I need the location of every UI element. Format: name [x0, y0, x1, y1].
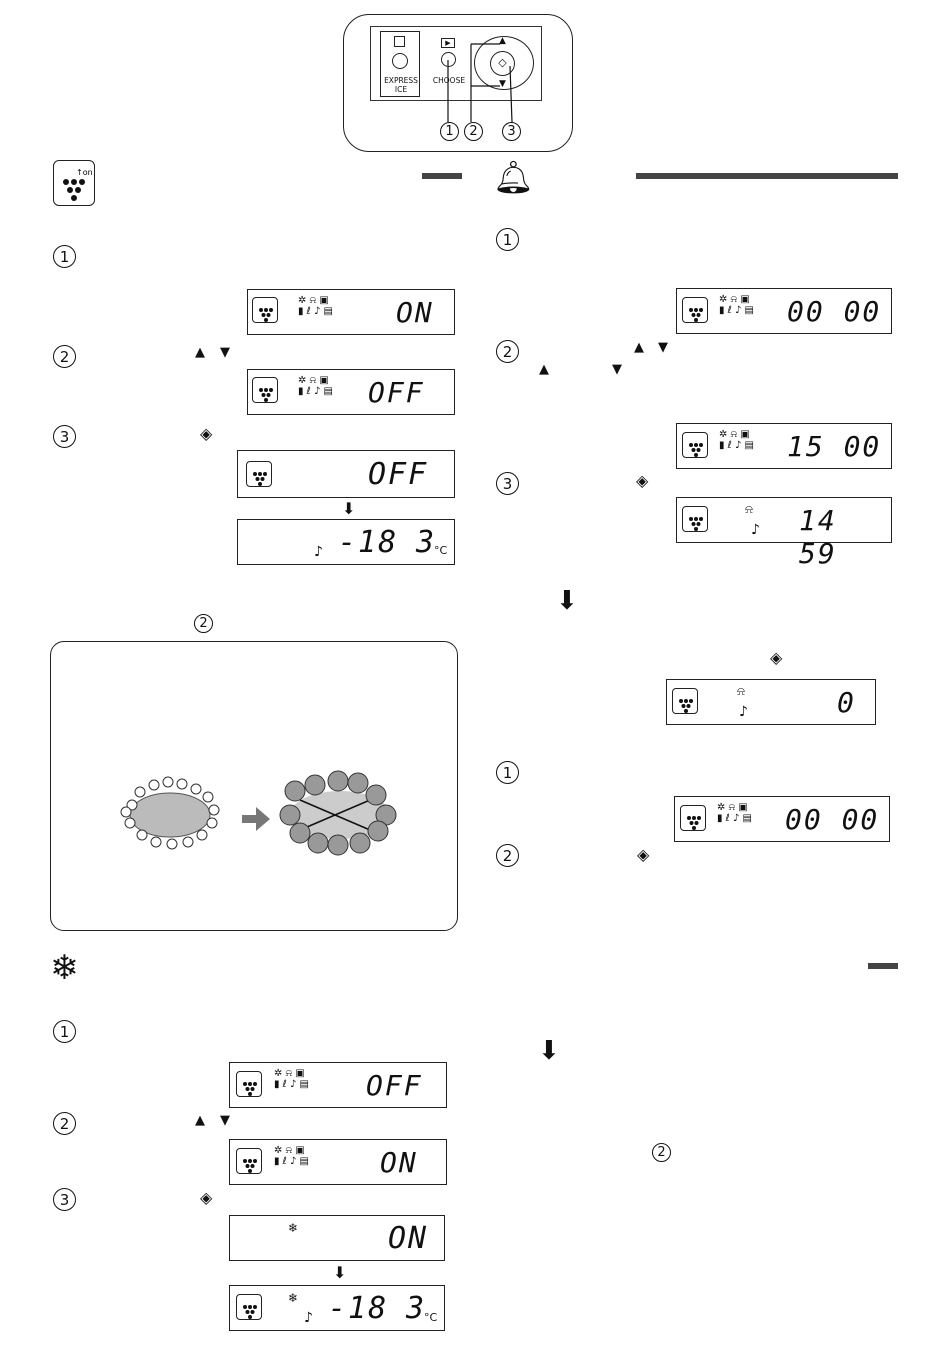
- lcd-plasma-on: [247, 289, 455, 335]
- lcd-text: 15 00: [787, 430, 882, 463]
- snowflake-header-icon: ❄: [50, 948, 79, 988]
- note-ref-2-right: 2: [652, 1143, 671, 1162]
- lcd-text: ON: [380, 1146, 418, 1179]
- grape-icon: [236, 1148, 262, 1174]
- up-arrow-icon: ▲: [634, 340, 644, 355]
- lcd-text: OFF: [366, 1069, 423, 1102]
- express-ice-icon: [394, 36, 405, 47]
- plasmacluster-header-icon: [53, 160, 95, 206]
- lcd-text: OFF: [368, 457, 429, 492]
- step-3-marker: 3: [53, 425, 76, 448]
- grape-icon: [252, 377, 278, 403]
- lcd-text: 14 59: [799, 504, 837, 570]
- callout-lines: [440, 40, 520, 125]
- express-label: EXPRESS: [384, 76, 418, 85]
- lcd-ef-temp: [229, 1285, 445, 1331]
- enter-icon: ◈: [636, 471, 649, 490]
- callout-2: 2: [464, 122, 483, 141]
- lcd-text: ON: [396, 296, 434, 329]
- svg-text:↑on: ↑on: [76, 168, 93, 177]
- ef-step-2-marker: 2: [53, 1112, 76, 1135]
- lcd-ef-off-blink: [229, 1062, 447, 1108]
- express-ice-button[interactable]: [392, 53, 408, 69]
- choose-icon: ▶: [441, 38, 455, 48]
- alarm-step-2-marker: 2: [496, 340, 519, 363]
- lcd-text: 0: [837, 686, 856, 719]
- callout-3: 3: [502, 122, 521, 141]
- down-arrow-icon: ⬇: [556, 586, 578, 616]
- lcd-alarm-reset: [674, 796, 890, 842]
- grape-icon: [680, 805, 706, 831]
- section-rule-short-right: [868, 963, 898, 969]
- note-ref-2: 2: [194, 614, 213, 633]
- ice-label: ICE: [394, 85, 408, 94]
- lcd-alarm-end: [666, 679, 876, 725]
- bell-header-icon: 🔔︎: [493, 158, 534, 196]
- lcd-alarm-set: [676, 423, 892, 469]
- lcd-plasma-temp: [237, 519, 455, 565]
- snowflake-icon: ❄: [288, 1291, 299, 1305]
- ion-diagram: [110, 765, 410, 865]
- alarm-step-1-marker: 1: [496, 228, 519, 251]
- status-icons: ✲ ⍾ ▣ ▮ ℓ ♪ ▤: [719, 429, 754, 451]
- down-arrow-icon: ▼: [658, 340, 668, 355]
- lcd-text: 00 00: [785, 803, 880, 836]
- status-icons: ✲ ⍾ ▣ ▮ ℓ ♪ ▤: [717, 802, 752, 824]
- celsius-label: °C: [434, 544, 448, 557]
- celsius-label: °C: [424, 1311, 438, 1324]
- music-note-icon: ♪: [314, 544, 323, 560]
- grape-icon: [672, 688, 698, 714]
- ef-step-1-marker: 1: [53, 1020, 76, 1043]
- down-arrow-icon: ▼: [220, 1113, 230, 1128]
- section-rule-long: [636, 173, 898, 179]
- status-icons: ✲ ⍾ ▣ ▮ ℓ ♪ ▤: [298, 375, 333, 397]
- grape-icon: [252, 297, 278, 323]
- grape-icon: [236, 1294, 262, 1320]
- down-arrow-icon: ⬇: [342, 499, 356, 518]
- down-arrow-icon: ▼: [220, 345, 230, 360]
- up-arrow-icon: ▲: [195, 1113, 205, 1128]
- alarm-reset-step-1-marker: 1: [496, 761, 519, 784]
- up-button[interactable]: ▲: [499, 36, 506, 46]
- alarm-step-3-marker: 3: [496, 472, 519, 495]
- step-2-marker: 2: [53, 345, 76, 368]
- enter-icon: ◈: [637, 845, 650, 864]
- down-button[interactable]: ▼: [499, 79, 506, 89]
- lcd-alarm-zero: [676, 288, 892, 334]
- up-arrow-icon: ▲: [195, 345, 205, 360]
- music-note-icon: ♪: [304, 1310, 313, 1326]
- enter-icon: ◈: [770, 648, 783, 667]
- grape-icon: [236, 1071, 262, 1097]
- lcd-text: ON: [388, 1221, 429, 1256]
- callout-1: 1: [440, 122, 459, 141]
- lcd-text: OFF: [368, 376, 425, 409]
- enter-icon: ◈: [200, 1188, 213, 1207]
- lcd-temp-digit: 3: [406, 1291, 427, 1326]
- lcd-ef-on: [229, 1215, 445, 1261]
- grape-icon: [682, 432, 708, 458]
- lcd-plasma-off: [237, 450, 455, 498]
- enter-icon: ◈: [200, 424, 213, 443]
- ef-step-3-marker: 3: [53, 1188, 76, 1211]
- status-icons: ✲ ⍾ ▣ ▮ ℓ ♪ ▤: [274, 1068, 309, 1090]
- down-arrow-icon: ⬇: [538, 1036, 560, 1066]
- music-note-icon: ♪: [751, 522, 760, 538]
- grape-icon: [682, 297, 708, 323]
- lcd-ef-on-blink: [229, 1139, 447, 1185]
- status-icons: ✲ ⍾ ▣ ▮ ℓ ♪ ▤: [274, 1145, 309, 1167]
- step-1-marker: 1: [53, 245, 76, 268]
- lcd-alarm-count: [676, 497, 892, 570]
- alarm-icon: ⍾: [745, 502, 753, 516]
- alarm-icon: ⍾: [737, 684, 745, 698]
- music-note-icon: ♪: [739, 704, 748, 720]
- status-icons: ✲ ⍾ ▣ ▮ ℓ ♪ ▤: [719, 294, 754, 316]
- status-icons: ✲ ⍾ ▣ ▮ ℓ ♪ ▤: [298, 295, 333, 317]
- lcd-temp: -18: [338, 525, 399, 560]
- enter-button[interactable]: ◇: [490, 51, 515, 76]
- choose-label: CHOOSE: [432, 76, 466, 85]
- down-arrow-icon: ▼: [612, 362, 622, 377]
- snowflake-icon: ❄: [288, 1221, 299, 1235]
- up-arrow-icon: ▲: [539, 362, 549, 377]
- section-rule-short: [422, 173, 462, 179]
- lcd-temp-digit: 3: [416, 525, 437, 560]
- down-arrow-icon: ⬇: [333, 1263, 347, 1282]
- lcd-temp: -18: [328, 1291, 389, 1326]
- lcd-text: 00 00: [787, 295, 882, 328]
- grape-icon: [246, 461, 272, 487]
- grape-icon: [682, 506, 708, 532]
- lcd-plasma-off-blink: [247, 369, 455, 415]
- alarm-reset-step-2-marker: 2: [496, 844, 519, 867]
